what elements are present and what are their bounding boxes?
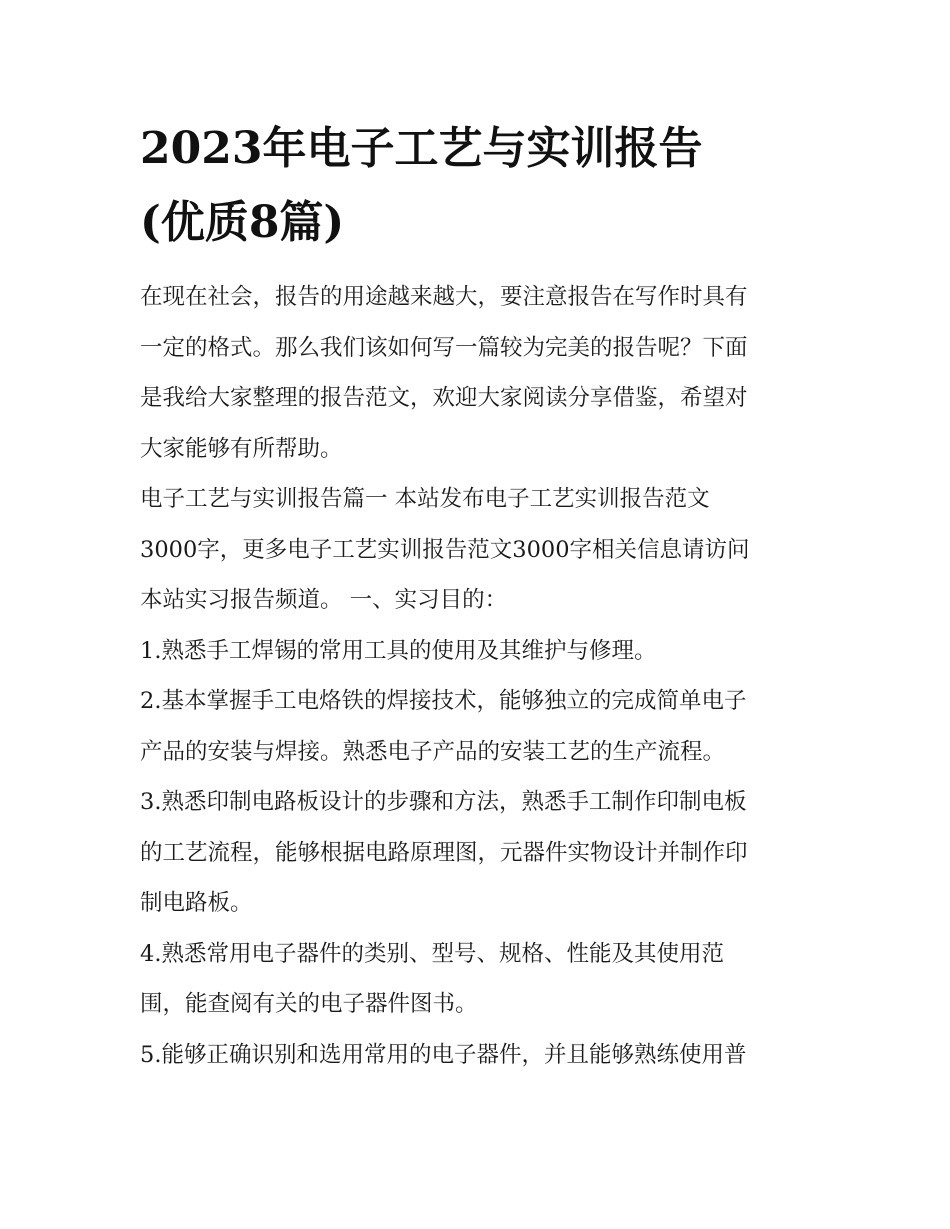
section-intro-paragraph [140, 474, 820, 626]
text-line: 1.熟悉手工焊锡的常用工具的使用及其维护与修理。 [140, 637, 657, 664]
text-line: 是我给大家整理的报告范文，欢迎大家阅读分享借鉴，希望对 [140, 385, 748, 411]
intro-paragraph [140, 272, 820, 474]
list-item-1 [140, 626, 820, 677]
text-line: 一定的格式。那么我们该如何写一篇较为完美的报告呢？下面 [140, 334, 748, 361]
text-line: 制电路板。 [140, 890, 253, 916]
text-line: 本站实习报告频道。 一、实习目的： [140, 587, 508, 613]
document-title [140, 112, 820, 260]
text-line: 4.熟悉常用电子器件的类别、型号、规格、性能及其使用范 [140, 940, 724, 967]
text-line: 产品的安装与焊接。熟悉电子产品的安装工艺的生产流程。 [140, 738, 726, 765]
list-item-5 [140, 1030, 820, 1081]
text-line: 5.能够正确识别和选用常用的电子器件，并且能够熟练使用普 [140, 1041, 747, 1068]
text-line: 大家能够有所帮助。 [140, 435, 343, 462]
list-item-2 [140, 676, 820, 777]
list-item-3 [140, 777, 820, 929]
text-line: 在现在社会，报告的用途越来越大，要注意报告在写作时具有 [140, 284, 748, 310]
text-line: 3000字，更多电子工艺实训报告范文3000字相关信息请访问 [140, 536, 750, 563]
list-item-4 [140, 929, 820, 1030]
title-line-1: 2023年电子工艺与实训报告 [140, 123, 703, 174]
text-line: 3.熟悉印制电路板设计的步骤和方法，熟悉手工制作印制电板 [140, 789, 747, 815]
document-content [140, 112, 820, 1080]
text-line: 电子工艺与实训报告篇一 本站发布电子工艺实训报告范文 [140, 486, 710, 512]
text-line: 围，能查阅有关的电子器件图书。 [140, 991, 478, 1017]
text-line: 2.基本掌握手工电烙铁的焊接技术，能够独立的完成简单电子 [140, 688, 747, 714]
title-line-2: (优质8篇) [140, 197, 345, 248]
text-line: 的工艺流程，能够根据电路原理图，元器件实物设计并制作印 [140, 839, 748, 866]
